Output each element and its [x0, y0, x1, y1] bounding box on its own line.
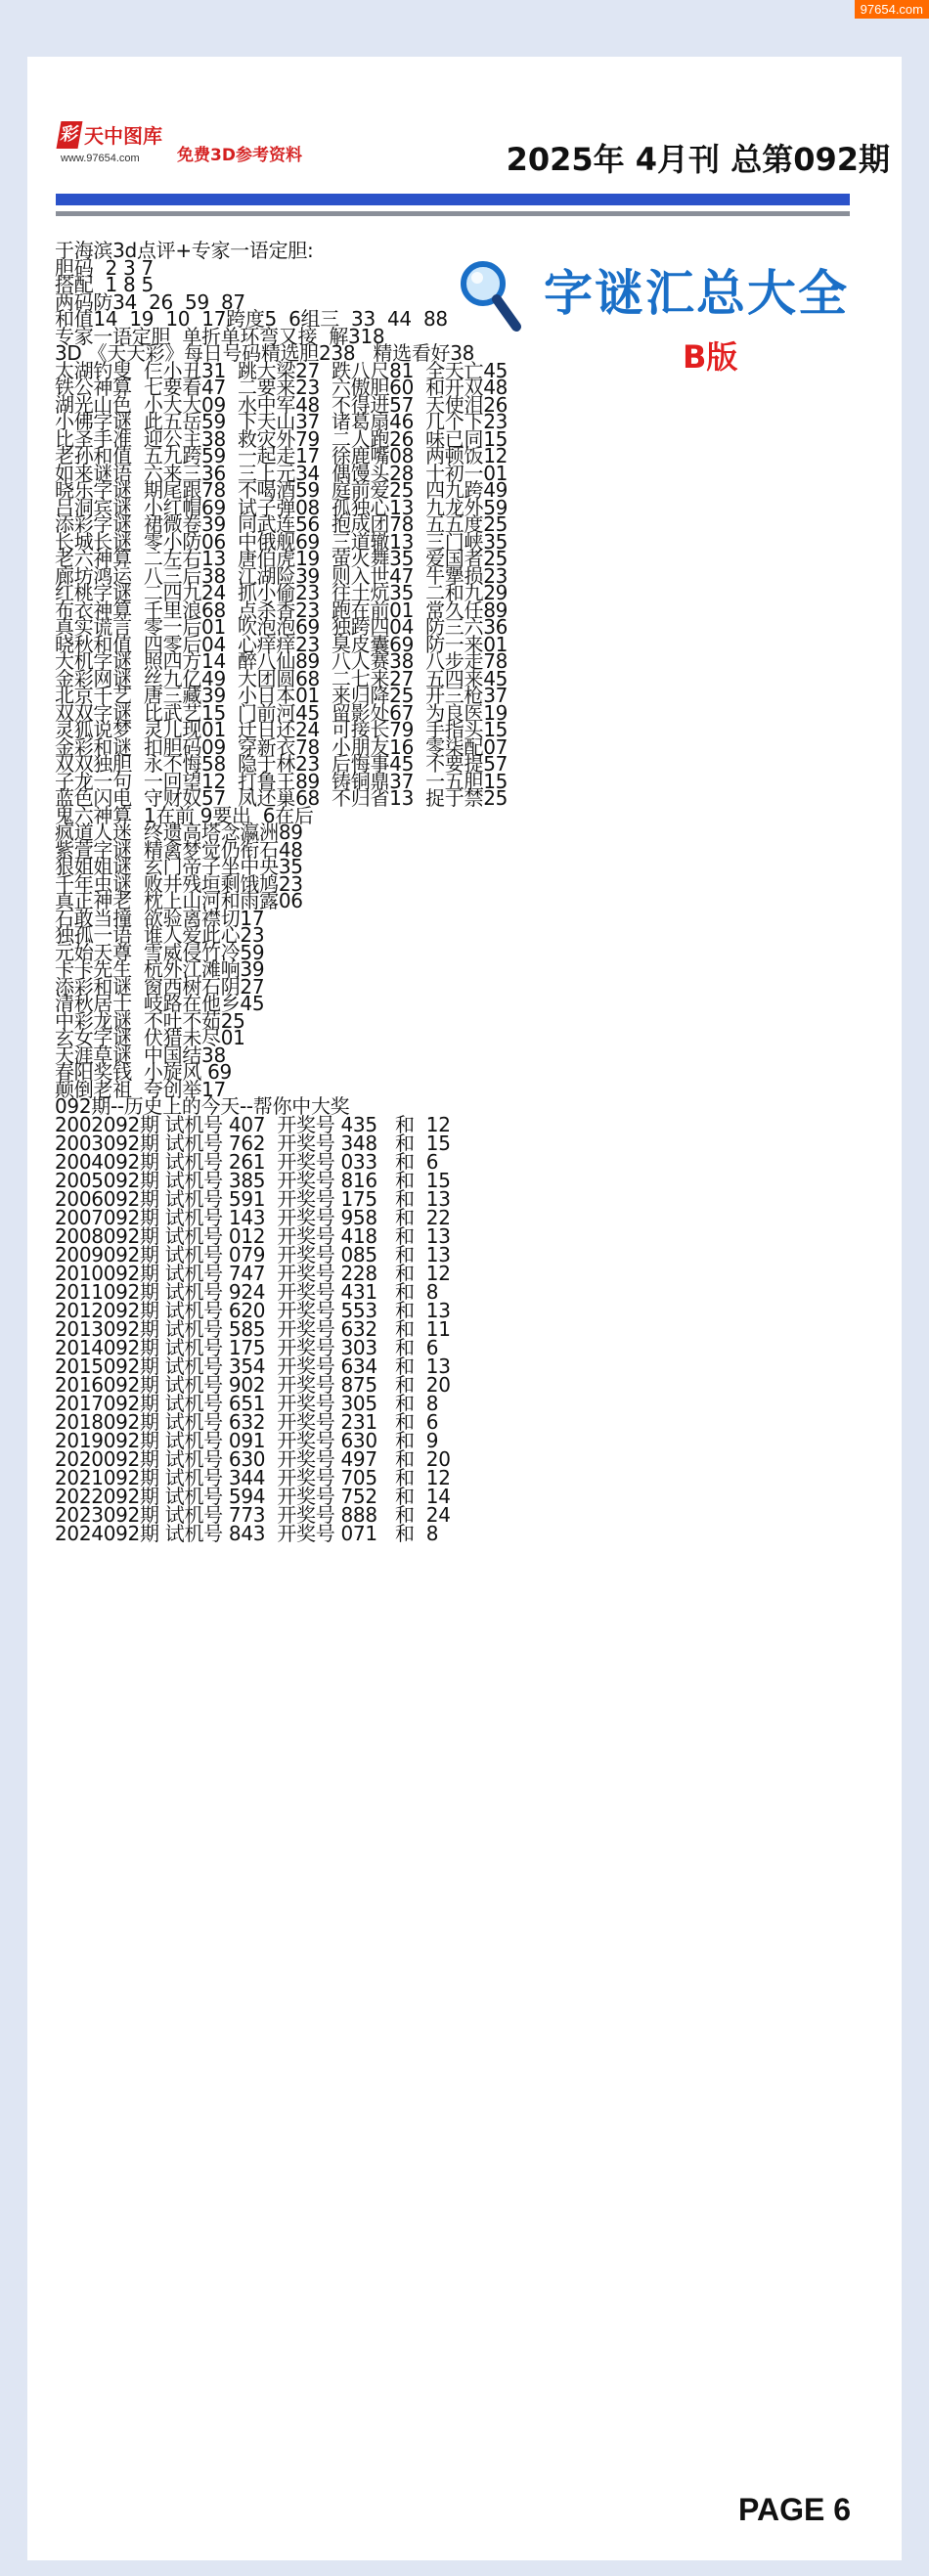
content-line: 湖光山色 小大大09 水中军48 不得进57 天使泪26 [55, 392, 509, 417]
header [27, 57, 902, 203]
history-draw-label: 开奖号 [277, 1465, 335, 1489]
history-period: 2022092期 [55, 1484, 159, 1508]
history-sum-value: 22 [425, 1205, 451, 1229]
history-sum-label: 和 [394, 1205, 415, 1229]
history-test-label: 试机号 [164, 1446, 223, 1471]
history-period: 2007092期 [55, 1205, 159, 1229]
history-period: 2024092期 [55, 1521, 159, 1545]
issue-title: 2025年 4月刊 总第092期 [506, 141, 890, 178]
history-period: 2002092期 [55, 1112, 159, 1136]
content-line: 老孙和值 五九跨59 一起走17 徐鹿嘴08 两顿饭12 [55, 444, 509, 467]
history-sum-label: 和 [394, 1242, 415, 1266]
history-test-number: 924 [228, 1279, 266, 1304]
logo [59, 120, 162, 149]
history-draw-number: 418 [340, 1223, 377, 1248]
history-sum-label: 和 [394, 1298, 415, 1322]
history-period: 2014092期 [55, 1335, 159, 1359]
history-draw-number: 816 [340, 1168, 377, 1192]
history-test-label: 试机号 [164, 1205, 223, 1229]
history-draw-label: 开奖号 [277, 1242, 335, 1266]
history-draw-number: 630 [340, 1428, 377, 1452]
content-line: 长城长谜 零小防06 中俄舰69 三道辙13 三门峡35 [55, 529, 509, 554]
history-test-label: 试机号 [164, 1298, 223, 1322]
history-test-label: 试机号 [164, 1316, 223, 1341]
content-line: 添彩字谜 裙微卷39 同武连56 抱成团78 五五度25 [55, 512, 509, 536]
history-period: 2005092期 [55, 1168, 159, 1192]
history-draw-label: 开奖号 [277, 1205, 335, 1229]
history-test-number: 591 [228, 1186, 266, 1211]
history-test-label: 试机号 [164, 1112, 223, 1136]
history-draw-number: 553 [340, 1298, 377, 1322]
history-sum-label: 和 [394, 1112, 415, 1136]
history-period: 2010092期 [55, 1261, 159, 1285]
history-draw-number: 071 [340, 1521, 377, 1545]
content-line: 太湖钓叟 仨小丑31 跳大梁27 跌八尺81 全天亡45 [55, 358, 509, 382]
history-sum-value: 12 [425, 1112, 451, 1136]
content-line: 3D 《天天彩》每日号码精选胆238 精选看好38 [55, 341, 475, 365]
history-test-number: 175 [228, 1335, 266, 1359]
content-line: 真实谎言 零一后01 吹泡泡69 独跨四04 防三六36 [55, 615, 509, 639]
slogan: 免费3D参考资料 [177, 146, 302, 165]
history-sum-value: 14 [425, 1484, 451, 1508]
history-sum-value: 13 [425, 1242, 451, 1266]
history-draw-number: 085 [340, 1242, 377, 1266]
history-sum-value: 8 [425, 1391, 439, 1415]
history-draw-label: 开奖号 [277, 1149, 335, 1174]
document-page [27, 57, 902, 2560]
content-line: 狠姐姐谜 玄门帝子坐中央35 [55, 855, 303, 878]
history-sum-label: 和 [394, 1316, 415, 1341]
history-draw-label: 开奖号 [277, 1354, 335, 1378]
content-line: 蓝色闪电 守财奴57 凤还巢68 不归省13 捉于禁25 [55, 786, 509, 810]
content-line: 春阳奖钱 小旋风 69 [55, 1060, 232, 1084]
content-line: 和值14 19 10 17跨度5 6组三 33 44 88 [55, 307, 448, 331]
content-line: 于海滨3d点评+专家一语定胆: [55, 239, 314, 262]
history-test-number: 651 [228, 1391, 266, 1415]
history-test-label: 试机号 [164, 1261, 223, 1285]
content-line: 天涯草谜 中国结38 [55, 1043, 226, 1067]
content-line: 如来谜语 六来三36 三上元34 偶馒头28 十初一01 [55, 461, 509, 485]
history-draw-label: 开奖号 [277, 1335, 335, 1359]
content-line: 铁公神算 七要看47 二要来23 六傲胆60 和开双48 [55, 376, 509, 399]
history-sum-value: 15 [425, 1131, 451, 1155]
history-sum-label: 和 [394, 1372, 415, 1397]
history-test-number: 630 [228, 1446, 266, 1471]
content-body [55, 239, 876, 1545]
history-period: 2015092期 [55, 1354, 159, 1378]
history-test-number: 762 [228, 1131, 266, 1155]
history-test-number: 620 [228, 1298, 266, 1322]
history-test-label: 试机号 [164, 1242, 223, 1266]
content-line: 搭配 1 8 5 [55, 273, 154, 296]
content-line: 双双独胆 永不悔58 隐于林23 后悔事45 不要提57 [55, 752, 509, 776]
history-draw-label: 开奖号 [277, 1186, 335, 1211]
content-line: 元始天尊 雪威侵竹冷59 [55, 940, 265, 964]
history-draw-label: 开奖号 [277, 1223, 335, 1248]
content-line: 金彩网谜 丝九亿49 大团圆68 二七来27 五四来45 [55, 666, 509, 690]
history-period: 2012092期 [55, 1298, 159, 1322]
history-test-label: 试机号 [164, 1502, 223, 1527]
history-test-label: 试机号 [164, 1279, 223, 1304]
logo-name: 天中图库 [84, 124, 162, 148]
history-period: 2020092期 [55, 1446, 159, 1471]
history-sum-label: 和 [394, 1261, 415, 1285]
header-divider-blue [56, 194, 850, 205]
content-line: 石敢当撞 欲验离襟切17 [55, 906, 265, 930]
history-period: 2004092期 [55, 1149, 159, 1174]
history-sum-value: 6 [425, 1409, 439, 1434]
section-title-sub: B版 [683, 338, 738, 376]
history-test-label: 试机号 [164, 1335, 223, 1359]
content-line: 专家一语定胆 单折单环弯又接 解318 [55, 324, 385, 348]
history-sum-label: 和 [394, 1446, 415, 1471]
history-draw-number: 632 [340, 1316, 377, 1341]
history-test-number: 261 [228, 1149, 266, 1174]
history-draw-label: 开奖号 [277, 1131, 335, 1155]
content-line: 千年虫谜 败井残垣剩饿鸠23 [55, 871, 303, 896]
history-sum-label: 和 [394, 1391, 415, 1415]
history-draw-label: 开奖号 [277, 1279, 335, 1304]
content-line: 清秋居士 岐路在他乡45 [55, 992, 265, 1015]
content-line: 中彩龙谜 不吐不茹25 [55, 1008, 245, 1033]
content-line: 双双字谜 比武艺15 门前河45 留影处67 为良医19 [55, 700, 509, 725]
content-line: 独孤一语 谁人爱此心23 [55, 923, 265, 947]
history-draw-number: 435 [340, 1112, 377, 1136]
history-draw-label: 开奖号 [277, 1316, 335, 1341]
history-draw-number: 231 [340, 1409, 377, 1434]
history-test-label: 试机号 [164, 1372, 223, 1397]
history-draw-number: 305 [340, 1391, 377, 1415]
history-period: 2013092期 [55, 1316, 159, 1341]
content-line: 大机字谜 照四方14 醉八仙89 八人赛38 八步走78 [55, 649, 509, 673]
content-line: 晓秋和值 四零后04 心痒痒23 臭皮囊69 防一来01 [55, 632, 509, 656]
history-sum-label: 和 [394, 1428, 415, 1452]
history-sum-label: 和 [394, 1465, 415, 1489]
history-draw-number: 888 [340, 1502, 377, 1527]
content-line: 鬼六神算 1在前 9要出 6在后 [55, 803, 314, 827]
history-draw-label: 开奖号 [277, 1446, 335, 1471]
history-sum-value: 11 [425, 1316, 451, 1341]
content-line: 两码防34 26 59 87 [55, 289, 245, 314]
history-sum-value: 6 [425, 1335, 439, 1359]
history-draw-label: 开奖号 [277, 1112, 335, 1136]
history-test-label: 试机号 [164, 1149, 223, 1174]
history-sum-label: 和 [394, 1335, 415, 1359]
history-period: 2003092期 [55, 1131, 159, 1155]
content-line: 颠倒老祖 夸创举17 [55, 1077, 226, 1101]
content-line: 布衣神算 千里浪68 点杀香23 跑在前01 常久任89 [55, 598, 509, 622]
history-test-label: 试机号 [164, 1521, 223, 1545]
history-sum-label: 和 [394, 1484, 415, 1508]
history-draw-number: 348 [340, 1131, 377, 1155]
history-sum-label: 和 [394, 1168, 415, 1192]
history-period: 2009092期 [55, 1242, 159, 1266]
history-test-number: 012 [228, 1223, 266, 1248]
history-sum-label: 和 [394, 1223, 415, 1248]
header-divider-gray [56, 211, 850, 216]
site-watermark: 97654.com [855, 0, 929, 19]
history-test-label: 试机号 [164, 1223, 223, 1248]
history-period: 2006092期 [55, 1186, 159, 1211]
history-period: 2011092期 [55, 1279, 159, 1304]
history-draw-number: 634 [340, 1354, 377, 1378]
history-test-label: 试机号 [164, 1409, 223, 1434]
content-line: 卡卡先生 杭外江滩响39 [55, 957, 265, 981]
content-line: 添彩和谜 窗西树石阴27 [55, 974, 265, 999]
history-sum-value: 13 [425, 1354, 451, 1378]
history-test-label: 试机号 [164, 1354, 223, 1378]
history-test-label: 试机号 [164, 1391, 223, 1415]
history-draw-number: 228 [340, 1261, 377, 1285]
history-draw-number: 175 [340, 1186, 377, 1211]
history-draw-number: 303 [340, 1335, 377, 1359]
history-test-label: 试机号 [164, 1131, 223, 1155]
content-line: 金彩和谜 扣胆码09 穿新衣78 小朋友16 零柒配07 [55, 734, 509, 759]
history-draw-label: 开奖号 [277, 1521, 335, 1545]
history-sum-label: 和 [394, 1186, 415, 1211]
history-test-number: 344 [228, 1465, 266, 1489]
content-line: 灵狐说梦 灵儿现01 迁日还24 可接长79 手指头15 [55, 718, 509, 741]
history-draw-label: 开奖号 [277, 1502, 335, 1527]
logo-mark: 彩 [57, 121, 83, 149]
history-sum-value: 8 [425, 1279, 439, 1304]
history-test-number: 594 [228, 1484, 266, 1508]
history-test-number: 143 [228, 1205, 266, 1229]
history-period: 2016092期 [55, 1372, 159, 1397]
history-sum-value: 20 [425, 1372, 451, 1397]
content-line: 晓乐字谜 期尾跟78 不喝酒59 庭前爱25 四九跨49 [55, 478, 509, 502]
history-test-number: 773 [228, 1502, 266, 1527]
history-sum-label: 和 [394, 1279, 415, 1304]
history-test-number: 902 [228, 1372, 266, 1397]
history-test-number: 091 [228, 1428, 266, 1452]
history-period: 2008092期 [55, 1223, 159, 1248]
history-draw-label: 开奖号 [277, 1428, 335, 1452]
logo-url: www.97654.com [61, 153, 140, 164]
content-line: 北京千艺 唐三藏39 小日本01 来归降25 开三枪37 [55, 684, 509, 707]
content-line: 疯道人迷 终遗高塔念瀛洲89 [55, 821, 303, 844]
history-sum-label: 和 [394, 1149, 415, 1174]
history-test-number: 747 [228, 1261, 266, 1285]
history-draw-number: 033 [340, 1149, 377, 1174]
history-test-label: 试机号 [164, 1186, 223, 1211]
section-title-main: 字谜汇总大全 [544, 265, 849, 322]
page-number: PAGE 6 [738, 2492, 851, 2527]
content-line: 老六神算 二左右13 唐伯虎19 萤火舞35 爱国者25 [55, 547, 509, 570]
content-line: 玄女字谜 伏猎未尽01 [55, 1026, 245, 1049]
history-test-label: 试机号 [164, 1465, 223, 1489]
history-test-number: 407 [228, 1112, 266, 1136]
content-line: 092期--历史上的今天--帮你中大奖 [55, 1094, 350, 1118]
history-test-number: 354 [228, 1354, 266, 1378]
history-period: 2019092期 [55, 1428, 159, 1452]
history-period: 2023092期 [55, 1502, 159, 1527]
history-draw-number: 431 [340, 1279, 377, 1304]
history-test-number: 079 [228, 1242, 266, 1266]
history-sum-value: 6 [425, 1149, 439, 1174]
history-test-label: 试机号 [164, 1428, 223, 1452]
history-draw-label: 开奖号 [277, 1372, 335, 1397]
content-line: 比圣手准 迎公主38 救灾外79 二人跑26 味已同15 [55, 426, 509, 451]
content-line: 廊坊鸿运 八三后38 江湖险39 则入世47 牛犟损23 [55, 563, 509, 588]
content-line: 胆码 2 3 7 [55, 255, 154, 280]
content-line: 紫萱字谜 精禽梦觉仍衔石48 [55, 837, 303, 862]
history-draw-number: 497 [340, 1446, 377, 1471]
history-draw-label: 开奖号 [277, 1484, 335, 1508]
history-sum-value: 24 [425, 1502, 451, 1527]
content-line: 红桃字谜 二四九24 抓小偷23 往土炕35 二和九29 [55, 581, 509, 604]
history-row [55, 1521, 876, 1545]
history-draw-label: 开奖号 [277, 1298, 335, 1322]
history-draw-label: 开奖号 [277, 1391, 335, 1415]
history-sum-label: 和 [394, 1354, 415, 1378]
history-test-number: 843 [228, 1521, 266, 1545]
history-draw-label: 开奖号 [277, 1168, 335, 1192]
content-line: 子龙一句 一回望12 打鲁王89 铸铜鼎37 一五胆15 [55, 769, 509, 793]
history-sum-label: 和 [394, 1502, 415, 1527]
history-test-number: 385 [228, 1168, 266, 1192]
history-draw-label: 开奖号 [277, 1409, 335, 1434]
history-sum-value: 12 [425, 1465, 451, 1489]
history-draw-number: 752 [340, 1484, 377, 1508]
history-sum-value: 9 [425, 1428, 439, 1452]
history-sum-value: 13 [425, 1298, 451, 1322]
history-draw-number: 958 [340, 1205, 377, 1229]
history-draw-label: 开奖号 [277, 1261, 335, 1285]
history-test-label: 试机号 [164, 1484, 223, 1508]
content-line: 吕洞宾谜 小红帽69 试子弹08 孤独心13 九龙外59 [55, 495, 509, 519]
history-sum-value: 20 [425, 1446, 451, 1471]
history-test-label: 试机号 [164, 1168, 223, 1192]
history-sum-value: 15 [425, 1168, 451, 1192]
history-sum-label: 和 [394, 1409, 415, 1434]
content-line: 小佛字谜 此五岳59 下天山37 诸葛扇46 几个下23 [55, 410, 509, 433]
history-draw-number: 875 [340, 1372, 377, 1397]
history-sum-label: 和 [394, 1521, 415, 1545]
history-sum-value: 8 [425, 1521, 439, 1545]
history-period: 2018092期 [55, 1409, 159, 1434]
content-line: 真正神老 枕上山河和雨露06 [55, 889, 303, 912]
history-period: 2021092期 [55, 1465, 159, 1489]
history-test-number: 585 [228, 1316, 266, 1341]
history-sum-value: 13 [425, 1186, 451, 1211]
history-draw-number: 705 [340, 1465, 377, 1489]
history-sum-value: 12 [425, 1261, 451, 1285]
history-sum-label: 和 [394, 1131, 415, 1155]
history-sum-value: 13 [425, 1223, 451, 1248]
history-test-number: 632 [228, 1409, 266, 1434]
history-period: 2017092期 [55, 1391, 159, 1415]
